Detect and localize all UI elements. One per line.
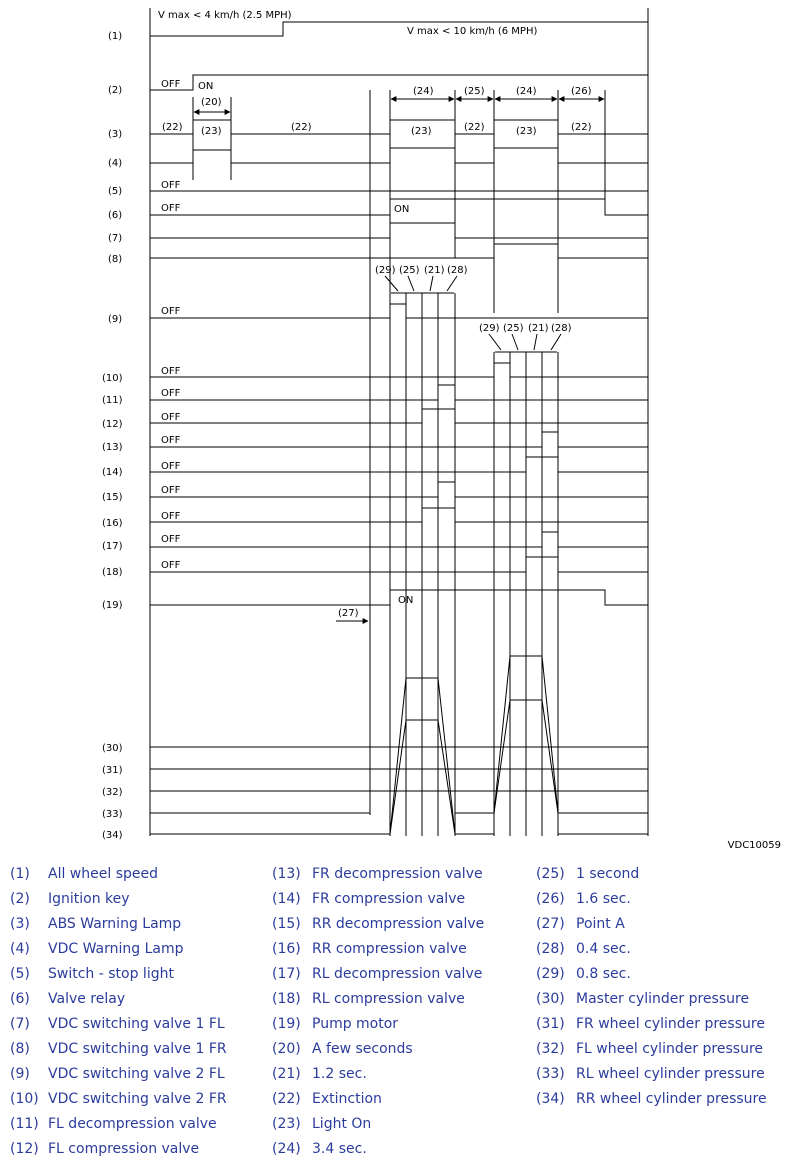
legend-item: [536, 891, 631, 907]
legend-item: [10, 991, 126, 1007]
legend-number: (5): [10, 966, 30, 982]
legend-item: [10, 916, 182, 932]
row-3-22c: (22): [464, 122, 485, 133]
legend-label: 3.4 sec.: [312, 1141, 367, 1157]
row-num-16: (16): [102, 518, 123, 529]
legend-number: (31): [536, 1016, 565, 1032]
row-14-trace: [150, 457, 648, 472]
legend-number: (27): [536, 916, 565, 932]
row-15-trace: [150, 482, 648, 497]
legend-label: FL compression valve: [48, 1141, 200, 1157]
row-num-13: (13): [102, 442, 123, 453]
row-10-off: OFF: [161, 366, 181, 377]
legend-item: [536, 966, 631, 982]
legend-label: RL decompression valve: [312, 966, 483, 982]
legend-number: (13): [272, 866, 301, 882]
legend-item: [10, 1116, 217, 1132]
legend-number: (33): [536, 1066, 565, 1082]
legend-item: [272, 1091, 382, 1107]
row-num-10: (10): [102, 373, 123, 384]
row-5-off: OFF: [161, 180, 181, 191]
row-2-off: OFF: [161, 79, 181, 90]
legend-number: (25): [536, 866, 565, 882]
row-num-30: (30): [102, 743, 123, 754]
legend-label: Extinction: [312, 1091, 382, 1107]
row-num-18: (18): [102, 567, 123, 578]
group1-29: (29): [375, 265, 396, 276]
legend-label: FL wheel cylinder pressure: [576, 1041, 764, 1057]
point-a-label: (27): [338, 608, 359, 619]
row-number-column: [102, 31, 123, 841]
row-3-22a: (22): [162, 122, 183, 133]
row-num-1: (1): [108, 31, 123, 42]
legend-number: (32): [536, 1041, 565, 1057]
row-3-22d: (22): [571, 122, 592, 133]
row-num-32: (32): [102, 787, 123, 798]
row-11-trace: [150, 385, 648, 400]
row-1-trace: [150, 22, 648, 36]
legend-label: Point A: [576, 916, 625, 932]
legend-label: VDC switching valve 2 FR: [48, 1091, 227, 1107]
interval-24a-label: (24): [413, 86, 434, 97]
group2-29: (29): [479, 323, 500, 334]
legend-number: (6): [10, 991, 30, 1007]
interval-25-label: (25): [464, 86, 485, 97]
legend-number: (12): [10, 1141, 39, 1157]
row-13-trace: [150, 432, 648, 447]
row-num-9: (9): [108, 314, 123, 325]
legend-item: [536, 1091, 767, 1107]
row-num-12: (12): [102, 419, 123, 430]
legend-label: A few seconds: [312, 1041, 413, 1057]
row-17-off: OFF: [161, 534, 181, 545]
row-14-off: OFF: [161, 461, 181, 472]
legend-label: RR decompression valve: [312, 916, 485, 932]
legend-item: [10, 1066, 225, 1082]
group2-l4: [551, 334, 561, 350]
legend-item: [536, 1016, 765, 1032]
legend-item: [10, 1091, 227, 1107]
row-16-trace: [150, 508, 648, 522]
group1-28: (28): [447, 265, 468, 276]
legend-item: [272, 1041, 413, 1057]
legend-label: Ignition key: [48, 891, 130, 907]
row-17-trace: [150, 532, 648, 547]
legend-label: Switch - stop light: [48, 966, 174, 982]
legend-number: (2): [10, 891, 30, 907]
legend-number: (20): [272, 1041, 301, 1057]
group2-28: (28): [551, 323, 572, 334]
row-11-off: OFF: [161, 388, 181, 399]
row-7-trace: [150, 223, 648, 238]
legend-item: [10, 1141, 200, 1157]
legend-number: (8): [10, 1041, 30, 1057]
legend-item: [536, 1041, 764, 1057]
legend-label: RL wheel cylinder pressure: [576, 1066, 765, 1082]
legend-number: (19): [272, 1016, 301, 1032]
row-num-2: (2): [108, 85, 123, 96]
legend-item: [272, 1141, 367, 1157]
legend-label: 1 second: [576, 866, 640, 882]
row-8-trace: [150, 244, 648, 258]
legend-number: (34): [536, 1091, 565, 1107]
group2-l3: [534, 334, 537, 350]
interval-20-label: (20): [201, 97, 222, 108]
legend-item: [272, 1016, 399, 1032]
legend-label: FR compression valve: [312, 891, 466, 907]
group1-l4: [447, 276, 457, 291]
legend-number: (14): [272, 891, 301, 907]
legend-label: Valve relay: [48, 991, 126, 1007]
legend-label: RL compression valve: [312, 991, 465, 1007]
interval-24b-label: (24): [516, 86, 537, 97]
legend-number: (22): [272, 1091, 301, 1107]
legend-label: Light On: [312, 1116, 372, 1132]
row-num-33: (33): [102, 809, 123, 820]
legend-number: (3): [10, 916, 30, 932]
legend-item: [10, 891, 130, 907]
row-6-on: ON: [394, 204, 410, 215]
legend-item: [10, 1041, 227, 1057]
interval-26-label: (26): [571, 86, 592, 97]
legend-number: (18): [272, 991, 301, 1007]
row-num-11: (11): [102, 395, 123, 406]
row-15-off: OFF: [161, 485, 181, 496]
row-2-on: ON: [198, 81, 214, 92]
legend-number: (1): [10, 866, 30, 882]
legend-number: (9): [10, 1066, 30, 1082]
row-num-34: (34): [102, 830, 123, 841]
legend-label: VDC switching valve 1 FR: [48, 1041, 227, 1057]
group1-l3: [430, 276, 433, 291]
group2-l2: [512, 334, 518, 350]
legend-label: 0.8 sec.: [576, 966, 631, 982]
row-4-trace: [150, 148, 648, 163]
legend-item: [272, 1066, 367, 1082]
row-18-off: OFF: [161, 560, 181, 571]
group1-21: (21): [424, 265, 445, 276]
legend-item: [272, 966, 483, 982]
legend-item: [10, 866, 158, 882]
legend-number: (10): [10, 1091, 39, 1107]
legend-label: FR wheel cylinder pressure: [576, 1016, 765, 1032]
row-num-14: (14): [102, 467, 123, 478]
row-3-23b: (23): [411, 126, 432, 137]
legend-label: VDC Warning Lamp: [48, 941, 184, 957]
legend-item: [10, 1016, 225, 1032]
row-12-off: OFF: [161, 412, 181, 423]
legend-label: ABS Warning Lamp: [48, 916, 182, 932]
legend-number: (29): [536, 966, 565, 982]
row-num-8: (8): [108, 254, 123, 265]
legend-number: (26): [536, 891, 565, 907]
row-num-15: (15): [102, 492, 123, 503]
row-13-off: OFF: [161, 435, 181, 446]
legend-label: 1.2 sec.: [312, 1066, 367, 1082]
legend-item: [10, 941, 184, 957]
legend-number: (30): [536, 991, 565, 1007]
row-3-22b: (22): [291, 122, 312, 133]
row-19-on: ON: [398, 595, 414, 606]
row-num-31: (31): [102, 765, 123, 776]
legend: [0, 862, 789, 1162]
row-num-5: (5): [108, 186, 123, 197]
legend-number: (16): [272, 941, 301, 957]
legend-number: (17): [272, 966, 301, 982]
legend-label: RR wheel cylinder pressure: [576, 1091, 767, 1107]
row-9-off: OFF: [161, 306, 181, 317]
legend-label: Pump motor: [312, 1016, 399, 1032]
legend-number: (11): [10, 1116, 39, 1132]
legend-item: [536, 941, 631, 957]
legend-item: [536, 866, 640, 882]
legend-label: VDC switching valve 1 FL: [48, 1016, 225, 1032]
legend-item: [536, 1066, 765, 1082]
row-num-17: (17): [102, 541, 123, 552]
vmax-low-label: V max < 4 km/h (2.5 MPH): [158, 10, 292, 21]
group1-25: (25): [399, 265, 420, 276]
row-3-23a: (23): [201, 126, 222, 137]
row-16-off: OFF: [161, 511, 181, 522]
row-18-trace: [150, 557, 648, 572]
legend-label: All wheel speed: [48, 866, 158, 882]
legend-item: [272, 991, 465, 1007]
row-9-trace: [150, 304, 648, 318]
legend-label: FR decompression valve: [312, 866, 483, 882]
legend-label: RR compression valve: [312, 941, 467, 957]
vmax-high-label: V max < 10 km/h (6 MPH): [407, 26, 538, 37]
legend-item: [272, 866, 483, 882]
legend-number: (7): [10, 1016, 30, 1032]
legend-item: [272, 941, 467, 957]
legend-label: Master cylinder pressure: [576, 991, 750, 1007]
row-num-19: (19): [102, 600, 123, 611]
row-num-4: (4): [108, 158, 123, 169]
group1-l1: [385, 276, 398, 291]
row-num-3: (3): [108, 129, 123, 140]
row-12-trace: [150, 409, 648, 423]
row-10-trace: [150, 363, 648, 377]
figure-code: VDC10059: [727, 840, 781, 851]
legend-item: [272, 891, 466, 907]
legend-label: 0.4 sec.: [576, 941, 631, 957]
legend-label: 1.6 sec.: [576, 891, 631, 907]
row-3-23c: (23): [516, 126, 537, 137]
group2-l1: [489, 334, 501, 350]
legend-label: FL decompression valve: [48, 1116, 217, 1132]
legend-number: (15): [272, 916, 301, 932]
legend-item: [10, 966, 174, 982]
group2-21: (21): [528, 323, 549, 334]
legend-number: (24): [272, 1141, 301, 1157]
row-num-7: (7): [108, 233, 123, 244]
legend-item: [536, 916, 625, 932]
row-num-6: (6): [108, 210, 123, 221]
legend-number: (4): [10, 941, 30, 957]
row-6-off: OFF: [161, 203, 181, 214]
legend-item: [536, 991, 750, 1007]
legend-item: [272, 916, 485, 932]
legend-item: [272, 1116, 372, 1132]
legend-number: (23): [272, 1116, 301, 1132]
legend-number: (21): [272, 1066, 301, 1082]
legend-number: (28): [536, 941, 565, 957]
group2-25: (25): [503, 323, 524, 334]
group1-l2: [408, 276, 414, 291]
legend-label: VDC switching valve 2 FL: [48, 1066, 225, 1082]
